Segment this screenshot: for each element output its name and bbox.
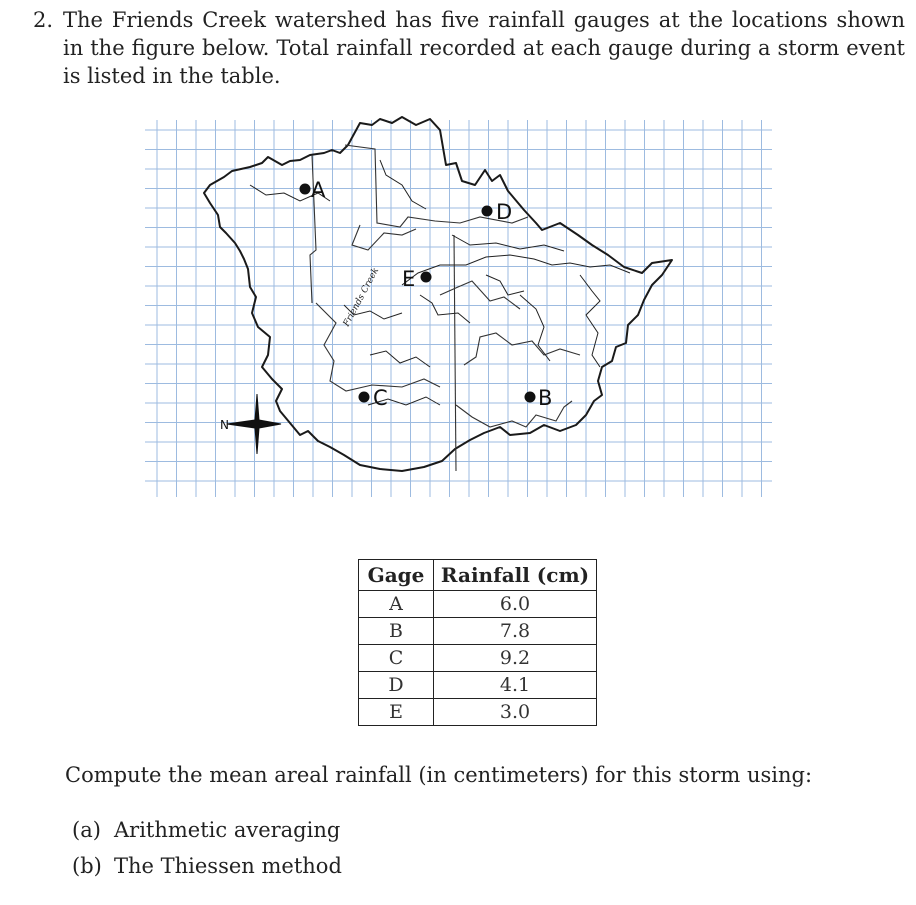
table-header-row xyxy=(359,560,597,591)
gauge-c-label: C xyxy=(373,386,388,410)
gauge-a-dot xyxy=(300,184,311,195)
gage-cell: B xyxy=(359,618,434,645)
problem-number: 2. xyxy=(33,8,54,32)
watershed-map xyxy=(140,105,780,505)
rainfall-cell: 9.2 xyxy=(434,645,597,672)
gauge-b xyxy=(525,386,553,410)
problem-statement xyxy=(33,6,905,90)
watershed-figure xyxy=(140,105,780,505)
gauge-e-dot xyxy=(421,272,432,283)
streams xyxy=(250,160,630,405)
gauge-b-dot xyxy=(525,392,536,403)
table-row xyxy=(359,672,597,699)
gauge-d-label: D xyxy=(496,200,513,224)
gauge-a-label: A xyxy=(311,178,326,202)
rainfall-table xyxy=(358,559,597,726)
gage-cell: E xyxy=(359,699,434,726)
problem-text: The Friends Creek watershed has five rainfall gauges at the locations shown in the figure below. Total rainfall recorded at each gauge during a storm event is listed in the table. xyxy=(63,8,905,88)
part-b-label: (b) xyxy=(72,854,102,878)
question-prompt: Compute the mean areal rainfall (in centimeters) for this storm using: xyxy=(65,763,813,787)
part-a-text: Arithmetic averaging xyxy=(114,818,341,842)
gage-cell: A xyxy=(359,591,434,618)
part-b-text: The Thiessen method xyxy=(114,854,342,878)
rainfall-cell: 3.0 xyxy=(434,699,597,726)
north-label: N xyxy=(220,418,229,432)
rainfall-cell: 7.8 xyxy=(434,618,597,645)
gauge-c xyxy=(359,386,388,410)
part-a xyxy=(72,812,342,848)
rainfall-cell: 6.0 xyxy=(434,591,597,618)
gauge-e-label: E xyxy=(402,267,416,291)
gauge-d xyxy=(482,200,513,224)
gauge-e xyxy=(402,267,432,291)
header-rainfall: Rainfall (cm) xyxy=(434,560,597,591)
table-row xyxy=(359,699,597,726)
gauges xyxy=(300,178,553,410)
gauge-d-dot xyxy=(482,206,493,217)
creek-label: Friends Creek xyxy=(341,266,382,329)
gauge-a xyxy=(300,178,327,202)
gauge-c-dot xyxy=(359,392,370,403)
question-parts xyxy=(72,812,342,884)
grid-lines xyxy=(145,120,772,497)
part-a-label: (a) xyxy=(72,818,101,842)
part-b xyxy=(72,848,342,884)
table-row xyxy=(359,591,597,618)
table-row xyxy=(359,618,597,645)
rainfall-cell: 4.1 xyxy=(434,672,597,699)
table-row xyxy=(359,645,597,672)
gauge-b-label: B xyxy=(538,386,553,410)
gage-cell: D xyxy=(359,672,434,699)
gage-cell: C xyxy=(359,645,434,672)
header-gage: Gage xyxy=(359,560,434,591)
